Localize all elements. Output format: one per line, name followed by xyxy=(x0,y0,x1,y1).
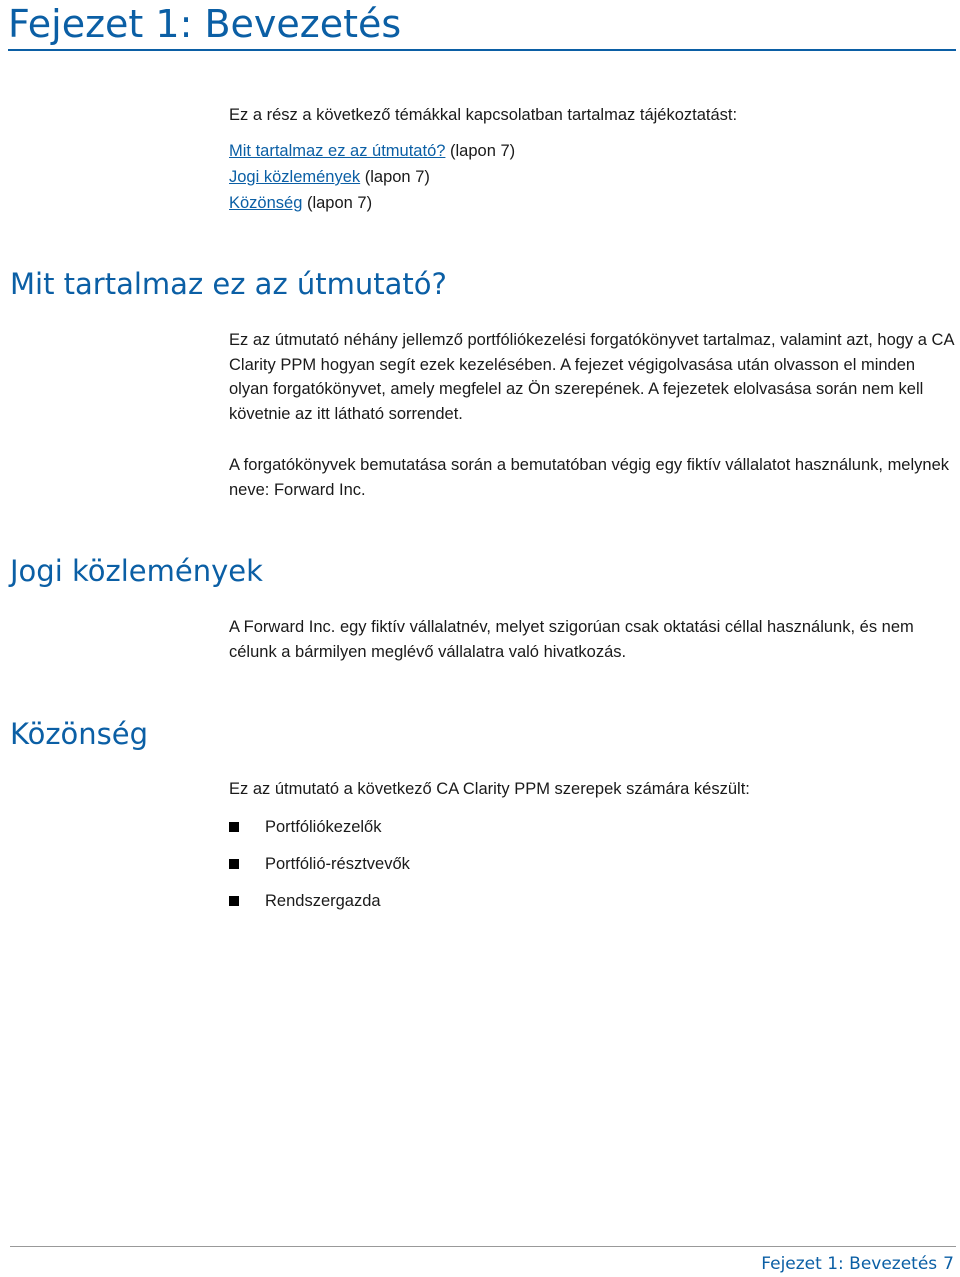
toc-item-guide xyxy=(229,138,957,164)
toc-page-ref: (lapon 7) xyxy=(360,168,430,186)
title-divider xyxy=(8,49,956,51)
chapter-title: Fejezet 1: Bevezetés xyxy=(8,2,402,46)
list-item xyxy=(229,852,957,889)
toc-page-ref: (lapon 7) xyxy=(445,142,516,160)
role-label: Rendszergazda xyxy=(265,891,381,910)
guide-paragraph-2: A forgatókönyvek bemutatása során a bemutatóban végig egy fiktív vállalatot használunk, melynek neve: Forward Inc. xyxy=(229,456,950,499)
toc-page-ref: (lapon 7) xyxy=(302,194,373,212)
toc-link-legal[interactable]: Jogi közlemények xyxy=(229,168,361,186)
toc-item-legal xyxy=(229,164,957,190)
guide-paragraph-1: Ez az útmutató néhány jellemző portfóliókezelési forgatókönyvet tartalmaz, valamint azt, hogy a CA Clarity PPM hogyan segít ezek kezelésében. A fejezet végigolvasása után olvasson el minden olyan forgatókönyvet, amely megfelel az Ön szerepének. A fejezetek elolvasása során nem kell követnie az itt látható sorrendet. xyxy=(229,331,954,423)
guide-body xyxy=(229,328,957,502)
legal-paragraph: A Forward Inc. egy fiktív vállalatnév, melyet szigorúan csak oktatási céllal használunk, és nem célunk a bármilyen meglévő vállalatra való hivatkozás. xyxy=(229,618,914,661)
square-bullet-icon xyxy=(229,896,239,906)
section-heading-legal: Jogi közlemények xyxy=(10,554,263,588)
audience-role-list xyxy=(229,815,957,926)
section-heading-guide: Mit tartalmaz ez az útmutató? xyxy=(10,267,447,301)
square-bullet-icon xyxy=(229,822,239,832)
page-number: 7 xyxy=(943,1254,954,1274)
audience-body xyxy=(229,777,957,926)
intro-lead: Ez a rész a következő témákkal kapcsolatban tartalmaz tájékoztatást: xyxy=(229,106,738,124)
section-heading-audience: Közönség xyxy=(10,717,149,751)
list-item xyxy=(229,815,957,852)
legal-body xyxy=(229,615,957,664)
list-item xyxy=(229,889,957,926)
footer-title: Fejezet 1: Bevezetés xyxy=(761,1254,938,1274)
role-label: Portfólió-résztvevők xyxy=(265,854,410,873)
toc-item-audience xyxy=(229,190,957,216)
intro-block xyxy=(229,102,957,216)
footer-divider xyxy=(10,1246,956,1247)
page-footer xyxy=(761,1252,954,1276)
audience-lead: Ez az útmutató a következő CA Clarity PPM szerepek számára készült: xyxy=(229,780,750,798)
toc-list xyxy=(229,138,957,216)
toc-link-audience[interactable]: Közönség xyxy=(229,194,303,212)
square-bullet-icon xyxy=(229,859,239,869)
toc-link-guide[interactable]: Mit tartalmaz ez az útmutató? xyxy=(229,142,446,160)
role-label: Portfóliókezelők xyxy=(265,817,382,836)
